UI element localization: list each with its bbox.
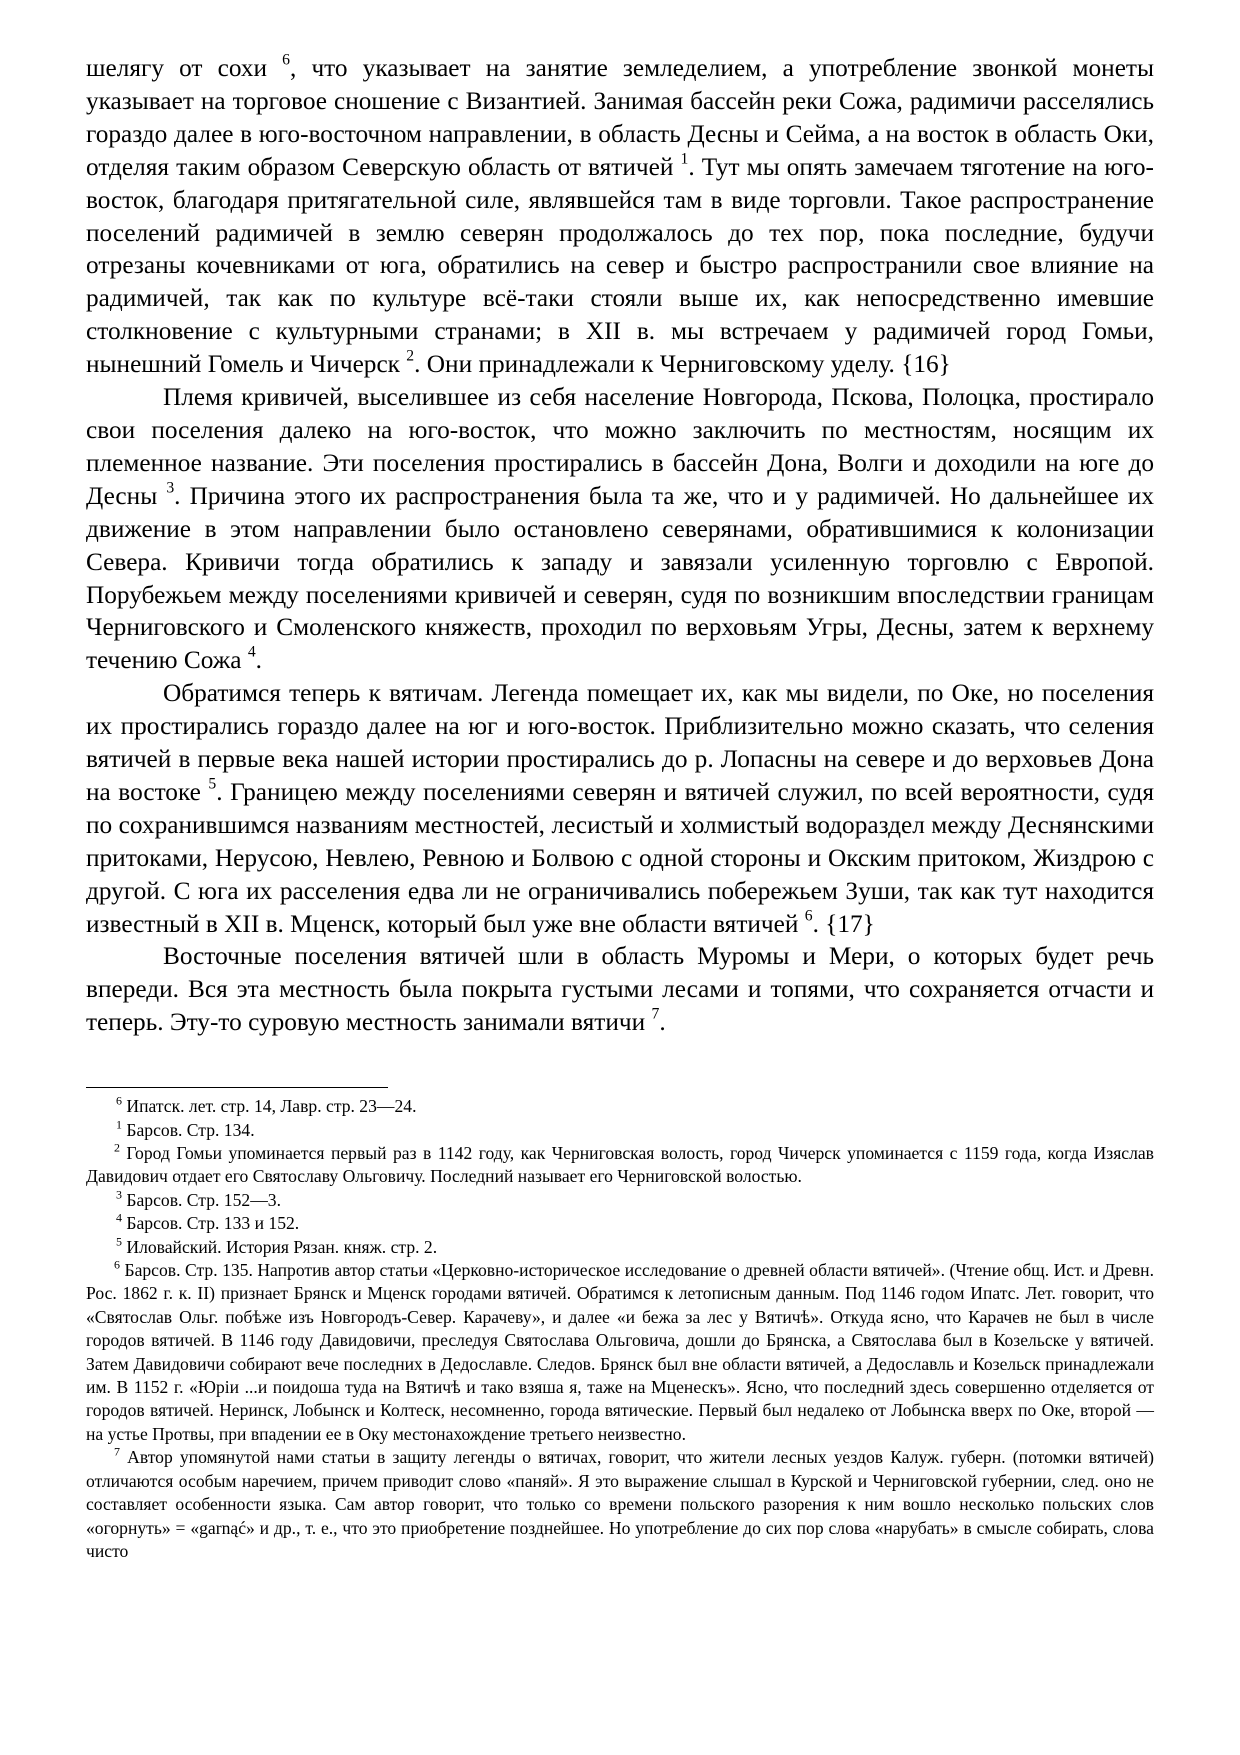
- footnote: [86, 1095, 1154, 1118]
- text-run: . Тут мы опять замечаем тяготение на юго-восток, благодаря притягательной силе, являвшейся там в виде торговли. Такое распространение поселений радимичей в землю северян продолжалось до тех пор, пока последние, будучи отрезаны кочевниками от юга, обратились на север и быстро распространили свое влияние на радимичей, так как по культуре всё-таки стояли выше их, как непосредственно имевшие столкновение с культурными странами; в XII в. мы встречаем у радимичей город Гомьи, нынешний Гомель и Чичерск: [86, 152, 1154, 379]
- footnote-ref-2: 2: [406, 347, 415, 365]
- footnote: [86, 1259, 1154, 1446]
- footnote-ref-1: 1: [680, 150, 689, 168]
- footnote-mark: 6: [114, 1257, 120, 1272]
- footnote-text: Барсов. Стр. 152—3.: [121, 1189, 281, 1210]
- text-run: Восточные поселения вятичей шли в область Муромы и Мери, о которых будет речь впереди. Вся эта местность была покрыта густыми лесами и топями, что сохраняется отчасти и теперь. Эту-то суровую местность занимали вятичи: [86, 942, 1154, 1037]
- footnote-text: Ипатск. лет. стр. 14, Лавр. стр. 23—24.: [121, 1096, 417, 1117]
- footnote: [86, 1212, 1154, 1235]
- text-run: . Причина этого их распространения была та же, что и у радимичей. Но дальнейшее их движение в этом направлении было остановлено северянами, обратившимися к колонизации Севера. Кривичи тогда обратились к западу и завязали усиленную торговлю с Европой. Порубежьем между поселениями кривичей и северян, судя по возникшим впоследствии границам Черниговского и Смоленского княжеств, проходил по верховьям Угры, Десны, затем к верхнему течению Сожа: [86, 481, 1154, 675]
- paragraph-eastern-settlements: [86, 940, 1154, 1039]
- footnotes: [86, 1095, 1154, 1563]
- footnote-mark: 7: [114, 1444, 120, 1459]
- footnote: [86, 1119, 1154, 1142]
- text-run: . {17}: [812, 909, 875, 938]
- footnote-text: Город Гомьи упоминается первый раз в 1142 году, как Черниговская волость, город Чичерск упоминается с 1159 года, когда Изяслав Давидович отдает его Святославу Ольговичу. Последний называет его Черниговской волостью.: [86, 1143, 1154, 1187]
- footnote-mark: 2: [114, 1140, 120, 1155]
- text-run: шелягу от сохи: [86, 54, 283, 82]
- footnote: [86, 1236, 1154, 1259]
- footnote: [86, 1446, 1154, 1563]
- footnote: [86, 1142, 1154, 1189]
- footnote-text: Барсов. Стр. 134.: [121, 1119, 255, 1140]
- main-text: [86, 52, 1154, 1039]
- text-run: . Границею между поселениями северян и вятичей служил, по всей вероятности, судя по сохранившимся названиям местностей, лесистый и холмистый водораздел между Деснянскими притоками, Нерусою, Невлею, Ревною и Болвою с одной стороны и Окским притоком, Жиздрою с другой. С юга их расселения едва ли не ограничивались побережьем Зуши, так как тут находится известный в XII в. Мценск, который был уже вне области вятичей: [86, 777, 1154, 938]
- paragraph-vyatichi: [86, 677, 1154, 940]
- footnote-text: Барсов. Стр. 135. Напротив автор статьи «Церковно-историческое исследование о древней области вятичей». (Чтение общ. Ист. и Древн. Рос. 1862 г. к. II) признает Брянск и Мценск городами вятичей. Обратимся к летописным данным. Под 1146 годом Ипатс. Лет. говорит, что «Святослав Ольг. побѣже изъ Новгородъ-Север. Карачеву», и далее «и бежа за лес у Вятичѣ». Откуда ясно, что Карачев не был в числе городов вятичей. В 1146 году Давидовичи, преследуя Святослава Ольговича, дошли до Брянска, а Святослава был в Козельске у вятичей. Затем Давидовичи собирают вече последних в Дедославле. Следов. Брянск был вне области вятичей, а Дедославль и Козельск принадлежали им. В 1152 г. «Юріи ...и поидоша туда на Вятичѣ и тако взяша я, таже на Мценескъ». Ясно, что последний здесь совершенно отделяется от городов вятичей. Неринск, Лобынск и Колтеск, несомненно, города вятические. Первый был недалеко от Лобынска вверх по Оке, второй — на устье Протвы, при впадении ее в Оку местонахождение третьего неизвестно.: [86, 1260, 1154, 1444]
- footnote-ref-6: 6: [804, 907, 813, 925]
- footnote-mark: 4: [116, 1210, 122, 1225]
- text-run: Обратимся теперь к вятичам. Легенда помещает их, как мы видели, по Оке, но поселения их простирались гораздо далее на юг и юго-восток. Приблизительно можно сказать, что селения вятичей в первые века нашей истории простирались до р. Лопасны на севере и до верховьев Дона на востоке: [86, 679, 1154, 806]
- footnote-mark: 1: [116, 1117, 122, 1132]
- text-run: . Они принадлежали к Черниговскому уделу. {16}: [414, 350, 951, 379]
- footnote-ref-5: 5: [208, 775, 217, 793]
- paragraph-krivichi: [86, 381, 1154, 677]
- document-page: [86, 52, 1154, 1563]
- footnote-ref-6: 6: [282, 51, 291, 69]
- paragraph-radimichi: [86, 52, 1154, 381]
- footnote-separator: [86, 1087, 388, 1088]
- text-run: , что указывает на занятие земледелием, а употребление звонкой монеты указывает на торговое сношение с Византией. Занимая бассейн реки Сожа, радимичи расселялись гораздо далее в юго-восточном направлении, в область Десны и Сейма, а на восток в область Оки, отделяя таким образом Северскую область от вятичей: [86, 54, 1154, 181]
- footnote-ref-4: 4: [247, 644, 256, 662]
- footnote-ref-7: 7: [651, 1006, 660, 1023]
- footnote-text: Иловайский. История Рязан. княж. стр. 2.: [121, 1236, 438, 1257]
- footnote-mark: 6: [116, 1093, 122, 1108]
- footnote-mark: 3: [116, 1187, 122, 1202]
- footnote-ref-3: 3: [166, 479, 175, 497]
- footnote-text: Барсов. Стр. 133 и 152.: [121, 1213, 300, 1234]
- text-run: .: [659, 1008, 666, 1037]
- footnote-mark: 5: [116, 1234, 122, 1249]
- text-run: .: [255, 646, 262, 675]
- footnote: [86, 1189, 1154, 1212]
- footnote-text: Автор упомянутой нами статьи в защиту легенды о вятичах, говорит, что жители лесных уездов Калуж. губерн. (потомки вятичей) отличаются особым наречием, причем приводит слово «паняй». Я это выражение слышал в Курской и Черниговской губернии, след. оно не составляет особенности языка. Сам автор говорит, что только со времени польского разорения к ним вошло несколько польских слов «огорнуть» = «garnąć» и др., т. е., что это приобретение позднейшее. Но употребление до сих пор слова «нарубать» в смысле собирать, слова чисто: [86, 1447, 1154, 1561]
- text-run: Племя кривичей, выселившее из себя население Новгорода, Пскова, Полоцка, простирало свои поселения далеко на юго-восток, что можно заключить по местностям, носящим их племенное название. Эти поселения простирались в бассейн Дона, Волги и доходили на юге до Десны: [86, 383, 1154, 510]
